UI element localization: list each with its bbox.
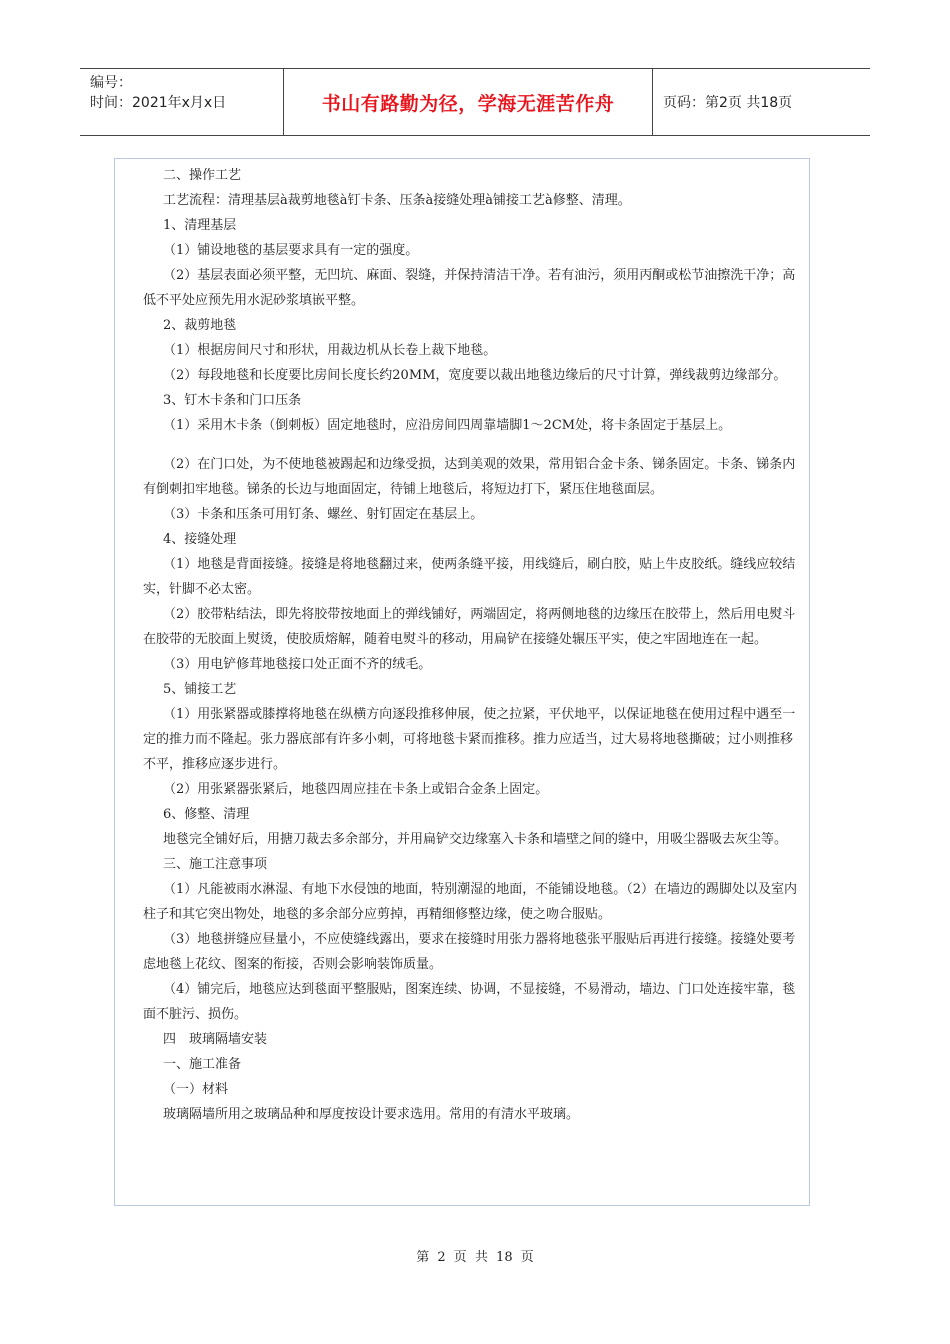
subsection-heading: （一）材料 [163, 1082, 229, 1097]
header-slogan: 书山有路勤为径，学海无涯苦作舟 [283, 69, 653, 135]
paragraph: 地毯完全铺好后，用搪刀裁去多余部分，并用扁铲交边缘塞入卡条和墙壁之间的缝中，用吸尘器吸去灰尘等。 [163, 832, 788, 847]
paragraph: （1）根据房间尺寸和形状，用裁边机从长卷上裁下地毯。 [163, 343, 497, 358]
paragraph: （2）每段地毯和长度要比房间长度长约20MM，宽度要以裁出地毯边缘后的尺寸计算，弹线裁剪边缘部分。 [163, 368, 787, 383]
header-meta [80, 69, 283, 135]
paragraph: （3）地毯拼缝应昼量小，不应使缝线露出，要求在接缝时用张力器将地毯张平服贴后再进行接缝。接缝处要考虑地毯上花纹、图案的衔接，否则会影响装饰质量。 [143, 932, 796, 972]
subsection-heading: 1、清理基层 [163, 218, 237, 233]
paragraph: （1）凡能被雨水淋湿、有地下水侵蚀的地面，特别潮湿的地面，不能铺设地毯。（2）在墙边的踢脚处以及室内柱子和其它突出物处，地毯的多余部分应剪掉，再精细修整边缘，使之吻合服贴。 [143, 882, 798, 922]
document-date: 时间：2021年x月x日 [90, 95, 227, 111]
section-heading: 二、操作工艺 [163, 168, 242, 183]
paragraph: （2）在门口处，为不使地毯被踢起和边缘受损，达到美观的效果，常用铝合金卡条、锑条固定。卡条、锑条内有倒刺扣牢地毯。锑条的长边与地面固定，待铺上地毯后，将短边打下，紧压住地毯面层。 [143, 457, 796, 497]
paragraph: （2）用张紧器张紧后，地毯四周应挂在卡条上或铝合金条上固定。 [163, 782, 549, 797]
page-header [80, 68, 870, 136]
paragraph: （3）卡条和压条可用钉条、螺丝、射钉固定在基层上。 [163, 507, 484, 522]
paragraph: （3）用电铲修茸地毯接口处正面不齐的绒毛。 [163, 657, 432, 672]
paragraph: （1）地毯是背面接缝。接缝是将地毯翻过来，使两条缝平接，用线缝后，刷白胶，贴上牛皮胶纸。缝线应较结实，针脚不必太密。 [143, 557, 796, 597]
paragraph: （1）采用木卡条（倒刺板）固定地毯时，应沿房间四周靠墙脚1～2CM处，将卡条固定于基层上。 [163, 418, 732, 433]
section-heading: 三、施工注意事项 [163, 857, 268, 872]
paragraph: 玻璃隔墙所用之玻璃品种和厚度按设计要求选用。常用的有清水平玻璃。 [163, 1107, 580, 1122]
subsection-heading: 5、铺接工艺 [163, 682, 237, 697]
subsection-heading: 3、钉木卡条和门口压条 [163, 393, 302, 408]
header-page-number: 页码：第2页 共18页 [663, 95, 793, 111]
document-number-label: 编号： [90, 75, 132, 91]
document-body [114, 158, 810, 1206]
paragraph: （1）用张紧器或膝撑将地毯在纵横方向逐段推移伸展，使之拉紧，平伏地平，以保证地毯在使用过程中遇至一定的推力而不隆起。张力器底部有许多小刺，可将地毯卡紧而推移。推力应适当，过大易将地毯撕破；过小则推移不平，推移应逐步进行。 [143, 707, 796, 772]
paragraph: （1）铺设地毯的基层要求具有一定的强度。 [163, 243, 419, 258]
paragraph: （4）铺完后，地毯应达到毯面平整服贴，图案连续、协调，不显接缝，不易滑动，墙边、门口处连接牢靠，毯面不脏污、损伤。 [143, 982, 796, 1022]
subsection-heading: 4、接缝处理 [163, 532, 237, 547]
paragraph: （2）胶带粘结法，即先将胶带按地面上的弹线铺好，两端固定，将两侧地毯的边缘压在胶带上，然后用电熨斗在胶带的无胶面上熨烫，使胶质熔解，随着电熨斗的移动，用扁铲在接缝处辗压平实，使之牢固地连在一起。 [143, 607, 796, 647]
subsection-heading: 6、修整、清理 [163, 807, 250, 822]
section-heading: 一、施工准备 [163, 1057, 242, 1072]
paragraph: （2）基层表面必须平整，无凹坑、麻面、裂缝，并保持清洁干净。若有油污，须用丙酮或松节油擦洗干净；高低不平处应预先用水泥砂浆填嵌平整。 [143, 268, 796, 308]
chapter-heading: 四 玻璃隔墙安装 [163, 1032, 268, 1047]
paragraph: 工艺流程：清理基层à裁剪地毯à钉卡条、压条à接缝处理à铺接工艺à修整、清理。 [163, 193, 631, 208]
page-footer: 第 2 页 共 18 页 [416, 1250, 534, 1265]
subsection-heading: 2、裁剪地毯 [163, 318, 237, 333]
